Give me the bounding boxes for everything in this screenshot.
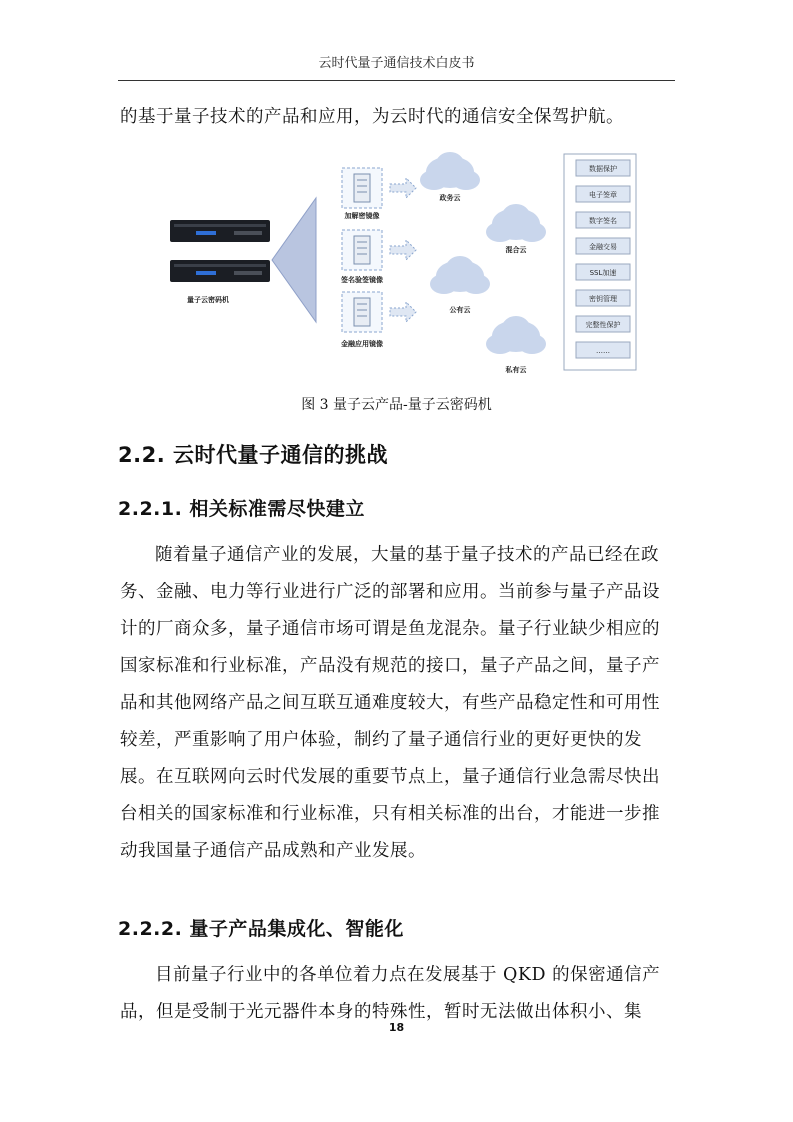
image-label-3: 金融应用镜像 <box>341 340 383 348</box>
service-item-2 <box>576 186 630 202</box>
svg-text:完整性保护: 完整性保护 <box>585 321 621 329</box>
subsection-1-body: 随着量子通信产业的发展，大量的基于量子技术的产品已经在政务、金融、电力等行业进行广泛的部署和应用。当前参与量子产品设计的厂商众多，量子通信市场可谓是鱼龙混杂。量子行业缺少相应的国家标准和行业标准，产品没有规范的接口，量子产品之间，量子产品和其他网络产品之间互联互通难度较大，有些产品稳定性和可用性较差，严重影响了用户体验，制约了量子通信行业的更好更快的发展。在互联网向云时代发展的重要节点上，量子通信行业急需尽快出台相关的国家标准和行业标准，只有相关标准的出台，才能进一步推动我国量子通信产品成熟和产业发展。 <box>120 545 660 861</box>
svg-text:……: …… <box>596 347 610 355</box>
svg-text:密钥管理: 密钥管理 <box>589 295 617 303</box>
image-label-2: 签名验签镜像 <box>341 276 383 284</box>
section-heading: 2.2. 云时代量子通信的挑战 <box>118 443 388 467</box>
subsection-heading-1: 2.2.1. 相关标准需尽快建立 <box>118 498 365 520</box>
device-label: 量子云密码机 <box>187 296 229 304</box>
cloud-icon-public <box>430 256 490 294</box>
figure-caption: 图 3 量子云产品-量子云密码机 <box>301 397 492 413</box>
server-unit-top-icon <box>170 220 270 242</box>
quantum-cloud-crypto-figure <box>160 140 640 380</box>
page-number: 18 <box>388 1021 405 1034</box>
service-item-4 <box>576 238 630 254</box>
service-item-5 <box>576 264 630 280</box>
service-item-8 <box>576 342 630 358</box>
arrow-icons <box>390 178 416 322</box>
service-item-7 <box>576 316 630 332</box>
svg-text:SSL加速: SSL加速 <box>589 269 617 277</box>
svg-text:数字签名: 数字签名 <box>589 217 617 225</box>
svg-text:金融交易: 金融交易 <box>589 243 617 251</box>
cloud-label-3: 公有云 <box>449 306 471 314</box>
intro-paragraph: 的基于量子技术的产品和应用，为云时代的通信安全保驾护航。 <box>120 107 624 127</box>
subsection-heading-2: 2.2.2. 量子产品集成化、智能化 <box>118 918 404 940</box>
cloud-icon-gov <box>420 152 480 190</box>
header-rule <box>118 80 675 81</box>
image-box-2 <box>342 230 382 270</box>
cloud-label-4: 私有云 <box>505 366 527 374</box>
service-item-1 <box>576 160 630 176</box>
cloud-icon-hybrid <box>486 204 546 242</box>
service-item-3 <box>576 212 630 228</box>
service-item-6 <box>576 290 630 306</box>
svg-text:电子签章: 电子签章 <box>589 191 617 199</box>
distribution-triangle-icon <box>272 198 316 322</box>
image-box-3 <box>342 292 382 332</box>
image-box-1 <box>342 168 382 208</box>
page-header-title: 云时代量子通信技术白皮书 <box>318 56 475 71</box>
cloud-label-1: 政务云 <box>439 194 461 202</box>
cloud-icon-private <box>486 316 546 354</box>
cloud-label-2: 混合云 <box>505 246 527 254</box>
image-label-1: 加解密镜像 <box>344 212 380 220</box>
svg-text:数据保护: 数据保护 <box>589 165 617 173</box>
server-unit-bottom-icon <box>170 260 270 282</box>
subsection-2-body: 目前量子行业中的各单位着力点在发展基于 QKD 的保密通信产品，但是受制于光元器件本身的特殊性，暂时无法做出体积小、集 <box>120 965 661 1022</box>
